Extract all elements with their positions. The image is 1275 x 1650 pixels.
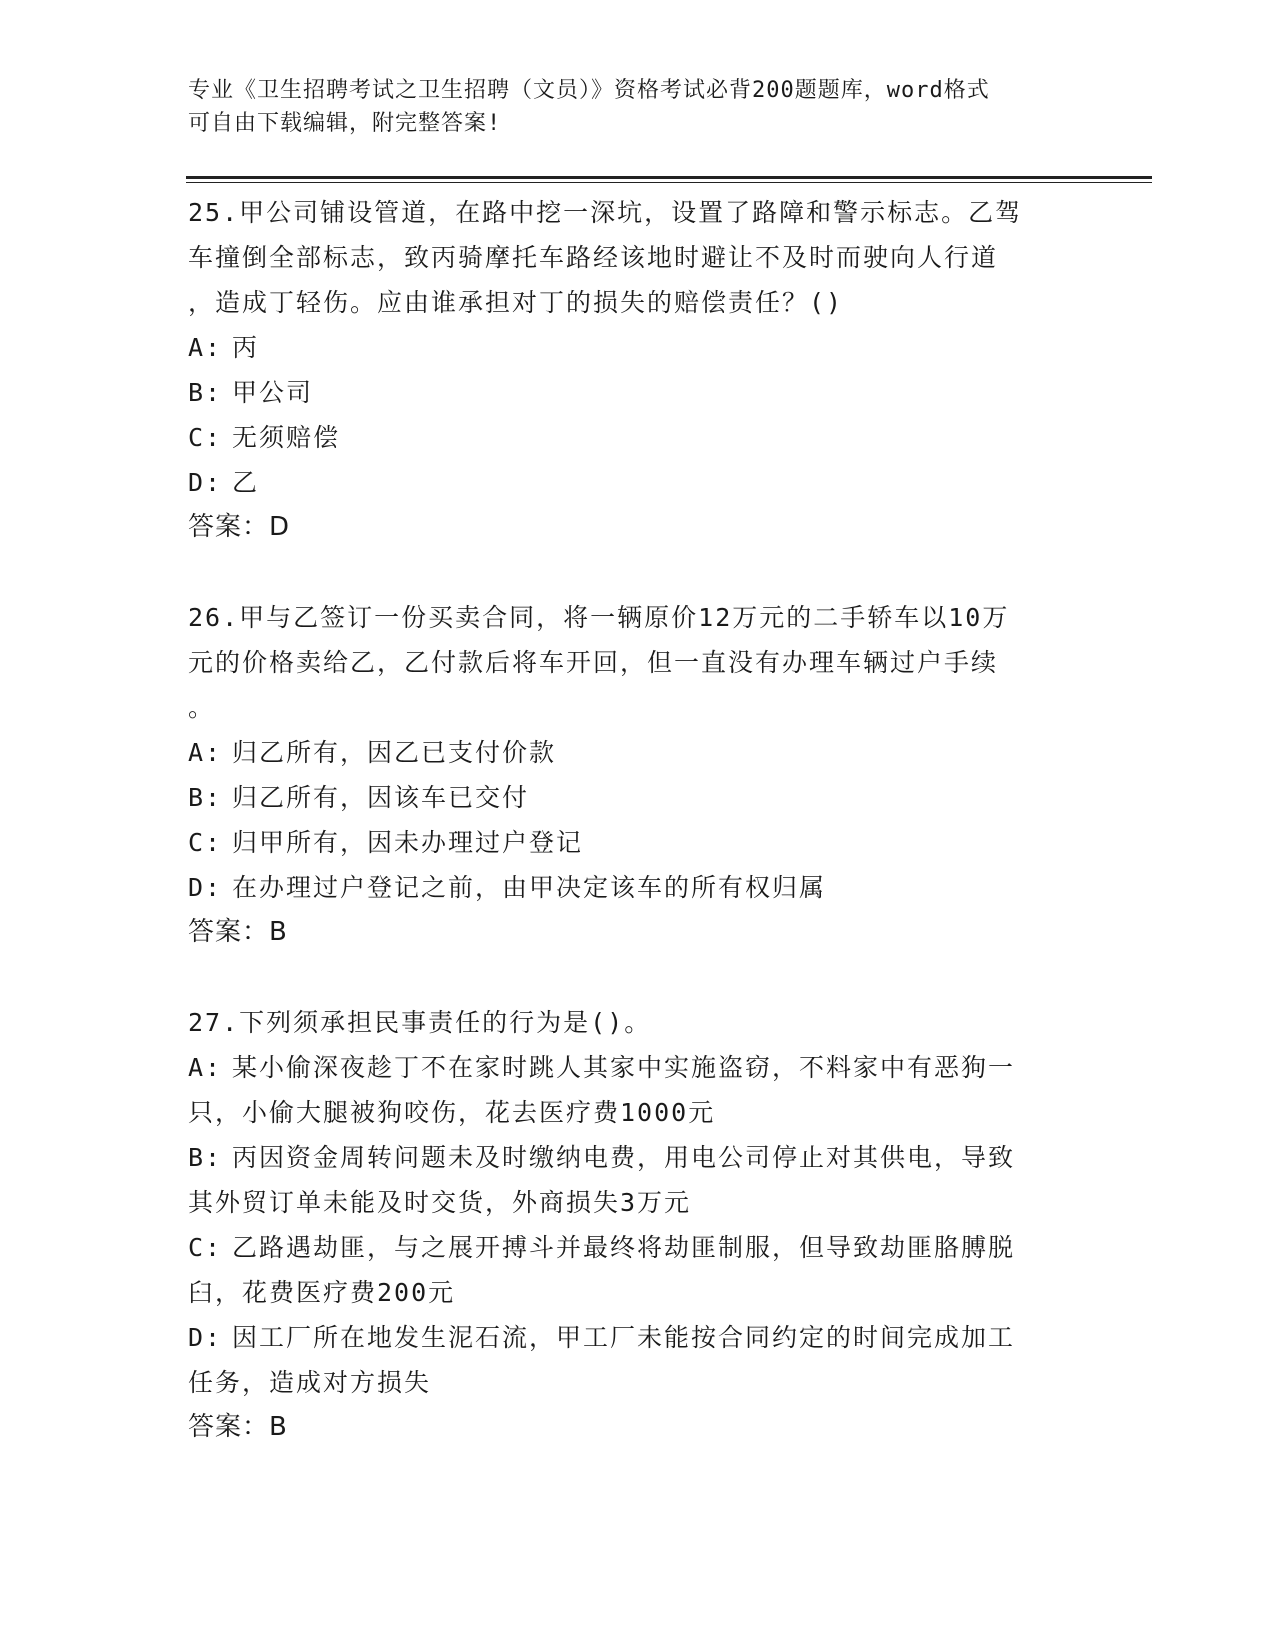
option-line (188, 415, 1068, 460)
option-line (188, 1090, 1068, 1135)
option-key: A: (188, 1053, 223, 1082)
question-spacer (188, 955, 1068, 1000)
option-line (188, 730, 1068, 775)
option-line (188, 1360, 1068, 1405)
option-key: B: (188, 1143, 223, 1172)
option-key: D: (188, 468, 223, 497)
option-line (188, 370, 1068, 415)
question-block (188, 1000, 1068, 1450)
option-text: 任务，造成对方损失 (188, 1368, 432, 1397)
option-key: C: (188, 828, 223, 857)
option-text: 某小偷深夜趁丁不在家时跳人其家中实施盗窃，不料家中有恶狗一 (232, 1053, 1016, 1082)
question-text-line: 26.甲与乙签订一份买卖合同，将一辆原价12万元的二手轿车以10万 (188, 603, 1010, 632)
option-text: 因工厂所在地发生泥石流，甲工厂未能按合同约定的时间完成加工 (232, 1323, 1016, 1352)
question-text-line: 25.甲公司铺设管道，在路中挖一深坑，设置了路障和警示标志。乙驾 (188, 198, 1023, 227)
option-key: A: (188, 333, 223, 362)
answer-line: 答案：B (188, 917, 288, 947)
option-key: B: (188, 378, 223, 407)
option-line (188, 325, 1068, 370)
option-text: 臼，花费医疗费200元 (188, 1278, 456, 1307)
option-line (188, 820, 1068, 865)
option-line (188, 1225, 1068, 1270)
option-line (188, 1045, 1068, 1090)
option-line (188, 1135, 1068, 1180)
question-text-line: ，造成丁轻伤。应由谁承担对丁的损失的赔偿责任？() (188, 288, 844, 317)
option-text: 丙 (232, 333, 260, 362)
option-key: D: (188, 873, 223, 902)
option-line (188, 1315, 1068, 1360)
question-spacer (188, 550, 1068, 595)
question-text-line: 元的价格卖给乙，乙付款后将车开回，但一直没有办理车辆过户手续 (188, 648, 999, 677)
header-rule-thick (186, 176, 1152, 179)
option-text: 甲公司 (232, 378, 314, 407)
question-list (188, 190, 1068, 1450)
answer-line: 答案：B (188, 1412, 288, 1442)
option-text: 其外贸订单未能及时交货，外商损失3万元 (188, 1188, 692, 1217)
option-text: 归乙所有，因乙已支付价款 (232, 738, 557, 767)
question-text-line: 。 (188, 693, 216, 722)
option-line (188, 775, 1068, 820)
option-key: A: (188, 738, 223, 767)
option-key: B: (188, 783, 223, 812)
option-text: 乙 (232, 468, 260, 497)
option-key: C: (188, 1233, 223, 1262)
option-text: 只，小偷大腿被狗咬伤，花去医疗费1000元 (188, 1098, 716, 1127)
option-text: 归乙所有，因该车已交付 (232, 783, 530, 812)
option-text: 乙路遇劫匪，与之展开搏斗并最终将劫匪制服，但导致劫匪胳膊脱 (232, 1233, 1016, 1262)
question-block (188, 595, 1068, 955)
question-block (188, 190, 1068, 550)
option-line (188, 865, 1068, 910)
option-text: 归甲所有，因未办理过户登记 (232, 828, 584, 857)
question-text-line: 车撞倒全部标志，致丙骑摩托车路经该地时避让不及时而驶向人行道 (188, 243, 999, 272)
header-line-1: 专业《卫生招聘考试之卫生招聘（文员）》资格考试必背200题题库，word格式 (188, 78, 990, 103)
option-line (188, 1180, 1068, 1225)
header-line-2: 可自由下载编辑，附完整答案! (188, 111, 502, 136)
header-rule-thin (186, 182, 1152, 183)
option-text: 丙因资金周转问题未及时缴纳电费，用电公司停止对其供电，导致 (232, 1143, 1016, 1172)
option-line (188, 1270, 1068, 1315)
answer-line: 答案：D (188, 512, 291, 542)
option-key: D: (188, 1323, 223, 1352)
option-key: C: (188, 423, 223, 452)
question-text-line: 27.下列须承担民事责任的行为是()。 (188, 1008, 652, 1037)
document-header (188, 74, 1068, 140)
option-text: 在办理过户登记之前，由甲决定该车的所有权归属 (232, 873, 827, 902)
option-line (188, 460, 1068, 505)
option-text: 无须赔偿 (232, 423, 341, 452)
